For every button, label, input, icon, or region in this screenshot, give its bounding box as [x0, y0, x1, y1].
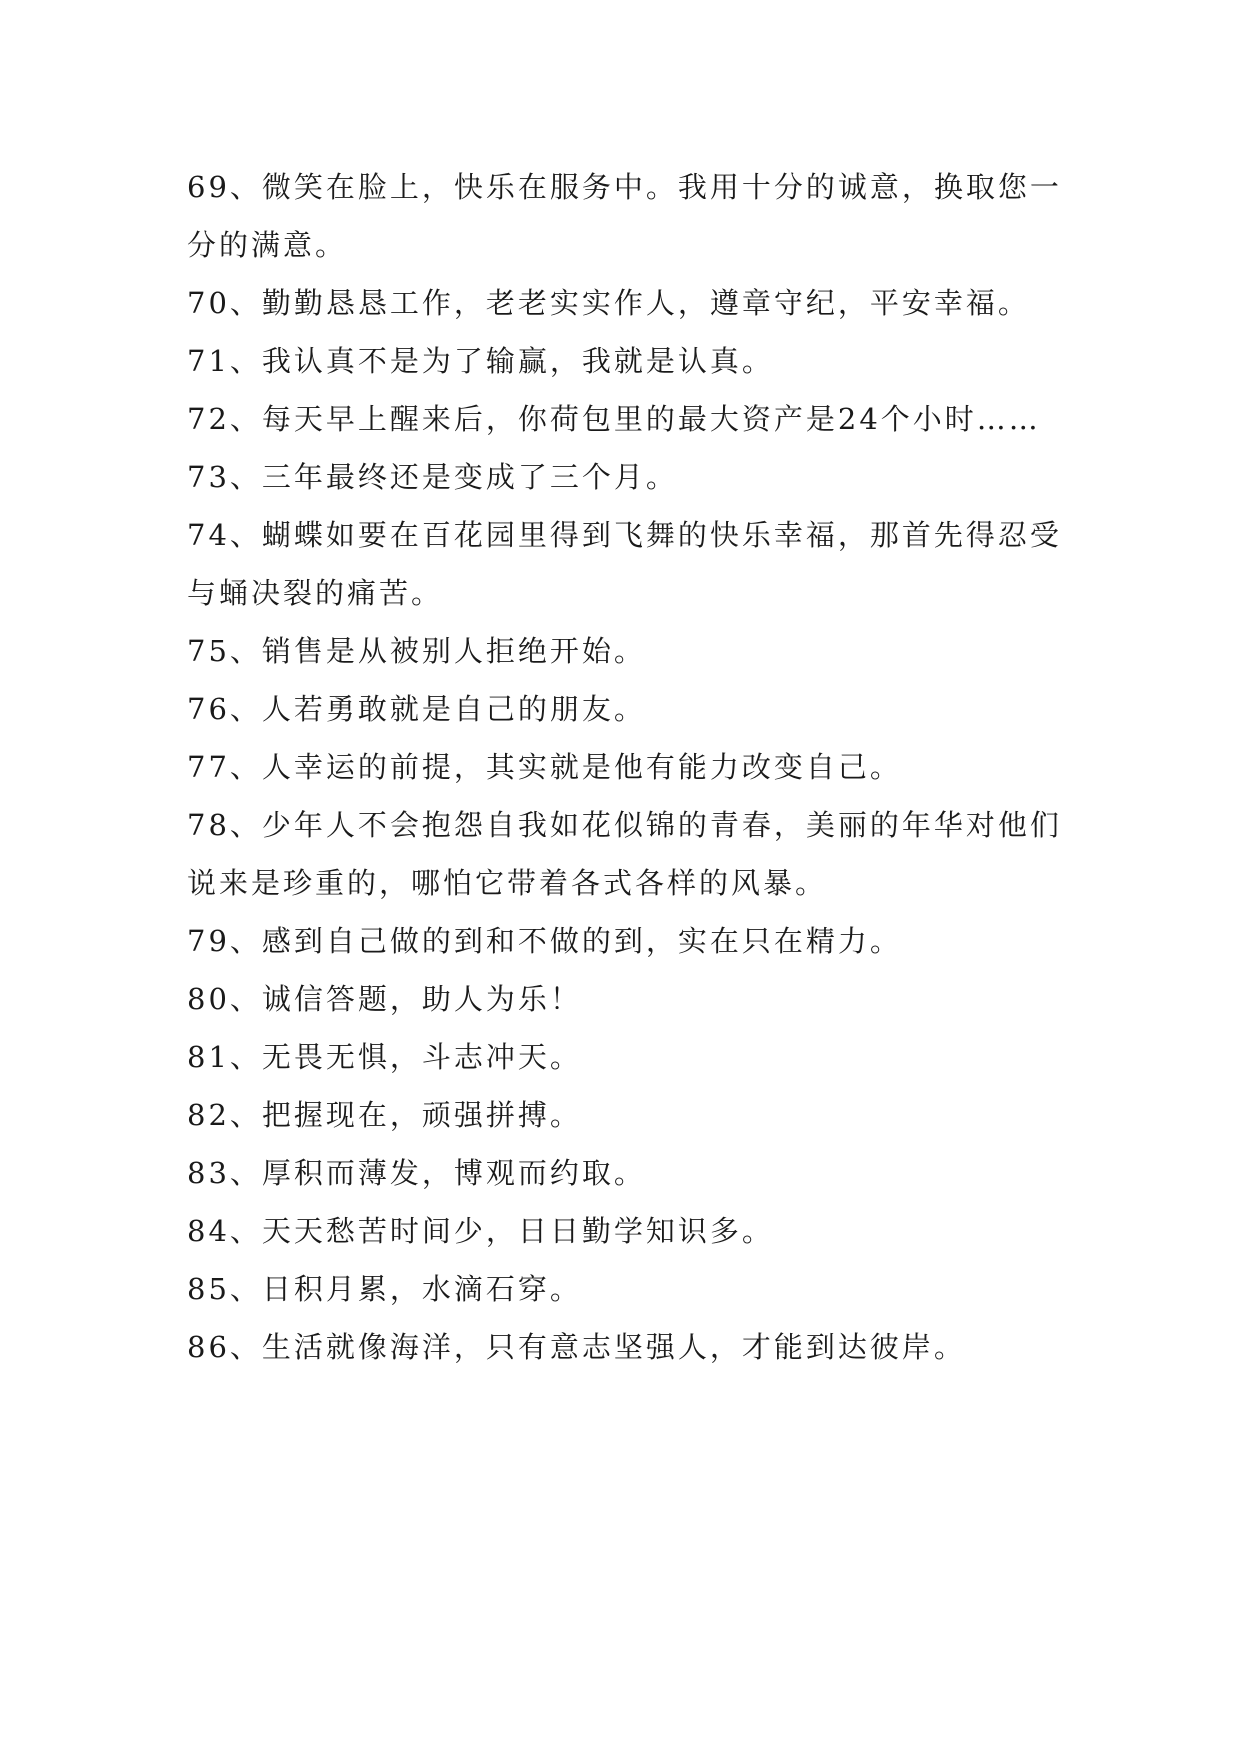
list-item-70: 70、勤勤恳恳工作，老老实实作人，遵章守纪，平安幸福。 [187, 286, 1030, 320]
list-item-77: 77、人幸运的前提，其实就是他有能力改变自己。 [187, 750, 902, 784]
list-item-85: 85、日积月累，水滴石穿。 [187, 1272, 582, 1306]
list-item-76: 76、人若勇敢就是自己的朋友。 [187, 692, 646, 726]
list-item-83: 83、厚积而薄发，博观而约取。 [187, 1156, 646, 1190]
list-item-71: 71、我认真不是为了输赢，我就是认真。 [187, 344, 774, 378]
list-item-74: 74、蝴蝶如要在百花园里得到飞舞的快乐幸福，那首先得忍受与蛹决裂的痛苦。 [187, 518, 1062, 610]
list-item-73: 73、三年最终还是变成了三个月。 [187, 460, 678, 494]
quote-list [187, 158, 1067, 1376]
list-item-86: 86、生活就像海洋，只有意志坚强人，才能到达彼岸。 [187, 1330, 966, 1364]
list-item-75: 75、销售是从被别人拒绝开始。 [187, 634, 646, 668]
list-item-79: 79、感到自己做的到和不做的到，实在只在精力。 [187, 924, 902, 958]
list-item-80: 80、诚信答题，助人为乐！ [187, 982, 582, 1016]
list-item-82: 82、把握现在，顽强拼搏。 [187, 1098, 582, 1132]
list-item-81: 81、无畏无惧，斗志冲天。 [187, 1040, 582, 1074]
list-item-84: 84、天天愁苦时间少，日日勤学知识多。 [187, 1214, 774, 1248]
list-item-78: 78、少年人不会抱怨自我如花似锦的青春，美丽的年华对他们说来是珍重的，哪怕它带着各式各样的风暴。 [187, 808, 1062, 900]
list-item-69: 69、微笑在脸上，快乐在服务中。我用十分的诚意，换取您一分的满意。 [187, 170, 1062, 262]
list-item-72: 72、每天早上醒来后，你荷包里的最大资产是24个小时…… [187, 402, 1041, 436]
